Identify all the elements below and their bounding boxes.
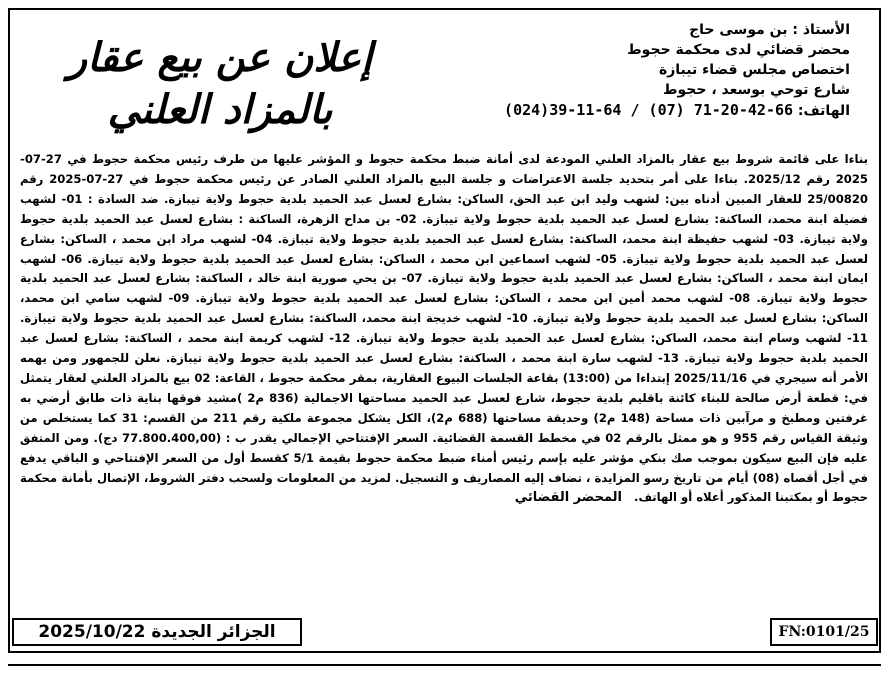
bailiff-name: الأستاذ : بن موسى حاج [689,22,850,38]
announcement-header [20,20,870,152]
phone-numbers: (024)39-11-64 / (07) 71-20-42-66 [504,101,794,119]
phone-label: الهاتف: [797,103,850,119]
bailiff-jurisdiction: اختصاص مجلس قضاء تيبازة [658,62,850,78]
title-line-1: إعلان عن بيع عقار [67,34,373,81]
bailiff-role: محضر قضائي لدى محكمة حجوط [627,42,850,58]
next-ad-border [8,664,881,666]
publication-date: 2025/10/22 [38,622,146,642]
announcement-footer [12,618,878,650]
signature: المحضر القضائي [514,490,622,506]
announcement-body [20,150,868,508]
newspaper-box [12,618,302,646]
body-text: بناءا على قائمة شروط بيع عقار بالمزاد العلني المودعة لدى أمانة ضبط محكمة حجوط و المؤشر عليها من طرف رئيس محكمة حجوط في 27-07-2025 رقم 2025/12. بناءا على أمر بتحديد جلسة الاعتراضات و جلسة البيع بالمزاد العلني الصادر عن رئيس محكمة حجوط في 27-07-2025 رقم 25/00820 للعقار المبين أدناه بين: لشهب وليد ابن عبد الحق، الساكن: بشارع لعسل عبد الحميد بلدية حجوط ولاية تيبازة. ضد السادة : 01- لشهب فضيلة ابنة محمد، الساكنة: بشارع لعسل عبد الحميد بلدية حجوط ولاية تيبازة. 02- بن مداح الزهرة، الساكنة : بشارع لعسل عبد الحميد بلدية حجوط ولاية تيبازة. 03- لشهب حفيظة ابنة محمد، الساكنة: بشارع لعسل عبد الحميد بلدية حجوط ولاية تيبازة. 04- لشهب مراد ابن محمد ، الساكن: بشارع لعسل عبد الحميد بلدية حجوط ولاية تيبازة. 05- لشهب اسماعين ابن محمد ، الساكن: بشارع لعسل عبد الحميد بلدية حجوط ولاية تيبازة. 06- لشهب ايمان ابنة محمد ، الساكن: بشارع لعسل عبد الحميد بلدية حجوط ولاية تيبازة. 07- بن يحي صورية ابنة خالد ، الساكنة: بشارع لعسل عبد الحميد بلدية حجوط ولاية تيبازة. 08- لشهب محمد أمين ابن محمد ، الساكن: بشارع لعسل عبد الحميد بلدية حجوط ولاية تيبازة. 09- لشهب سامي ابن محمد، الساكن: بشارع لعسل عبد الحميد بلدية حجوط ولاية تيبازة. 10- لشهب خديجة ابنة محمد، الساكنة: بشارع لعسل عبد الحميد بلدية حجوط ولاية تيبازة. 11- لشهب وسام ابنة محمد، الساكن: بشارع لعسل عبد الحميد بلدية حجوط ولاية تيبازة. 12- لشهب كريمة ابنة محمد ، الساكنة: بشارع لعسل عبد الحميد بلدية حجوط ولاية تيبازة. 13- لشهب سارة ابنة محمد ، الساكنة: بشارع لعسل عبد الحميد بلدية حجوط ولاية تيبازة. نعلن للجمهور ومن يهمه الأمر أنه سيجري في 2025/11/16 إبتداءا من (13:00) بقاعة الجلسات البيوع العقارية، بمقر محكمة حجوط ، القاعة: 02 بيع بالمزاد العلني لعقار يتمثل في: قطعة أرض صالحة للبناء كائنة باقليم بلدية حجوط، شارع لعسل عبد الحميد مساحتها الاجمالية (836 م2 )مشيد فوقها بناية ذات طابق أرضي به غرفتين ومطبخ و مرآبين ذات مساحة (148 م2) وحديقة مساحتها (688 م2)، الكل يشكل مجموعة ملكية رقم 211 من القسم: 31 كما يستخلص من وثيقة القياس رقم 955 و هو ممثل بالرقم 02 في مخطط القسمة القضائية. السعر الإفتتاحي الإجمالي يقدر ب : (77.800.400,00 دج). ومن المتفق عليه فإن البيع سيكون بموجب صك بنكي مؤشر عليه بإسم رئيس أمناء ضبط محكمة حجوط بقيمة 5/1 كقسط أول من السعر الإفتتاحي و الباقي يدفع في أجل أقصاه (08) أيام من تاريخ رسو المزايدة ، تضاف إليه المصاريف و التسجيل. لمزيد من المعلومات ولسحب دفتر الشروط، الإتصال بأمانة محكمة حجوط أو بمكتبنا المذكور أعلاه أو الهاتف. [20,152,869,505]
reference-number: FN:0101/25 [778,624,870,640]
announcement-title [35,32,405,136]
reference-box [770,618,878,646]
bailiff-address: شارع توحي بوسعد ، حجوط [662,82,850,98]
newspaper-name: الجزائر الجديدة [151,622,276,642]
phone-line [420,100,850,121]
title-line-2: بالمزاد العلني [107,86,333,133]
bailiff-info [420,20,850,121]
